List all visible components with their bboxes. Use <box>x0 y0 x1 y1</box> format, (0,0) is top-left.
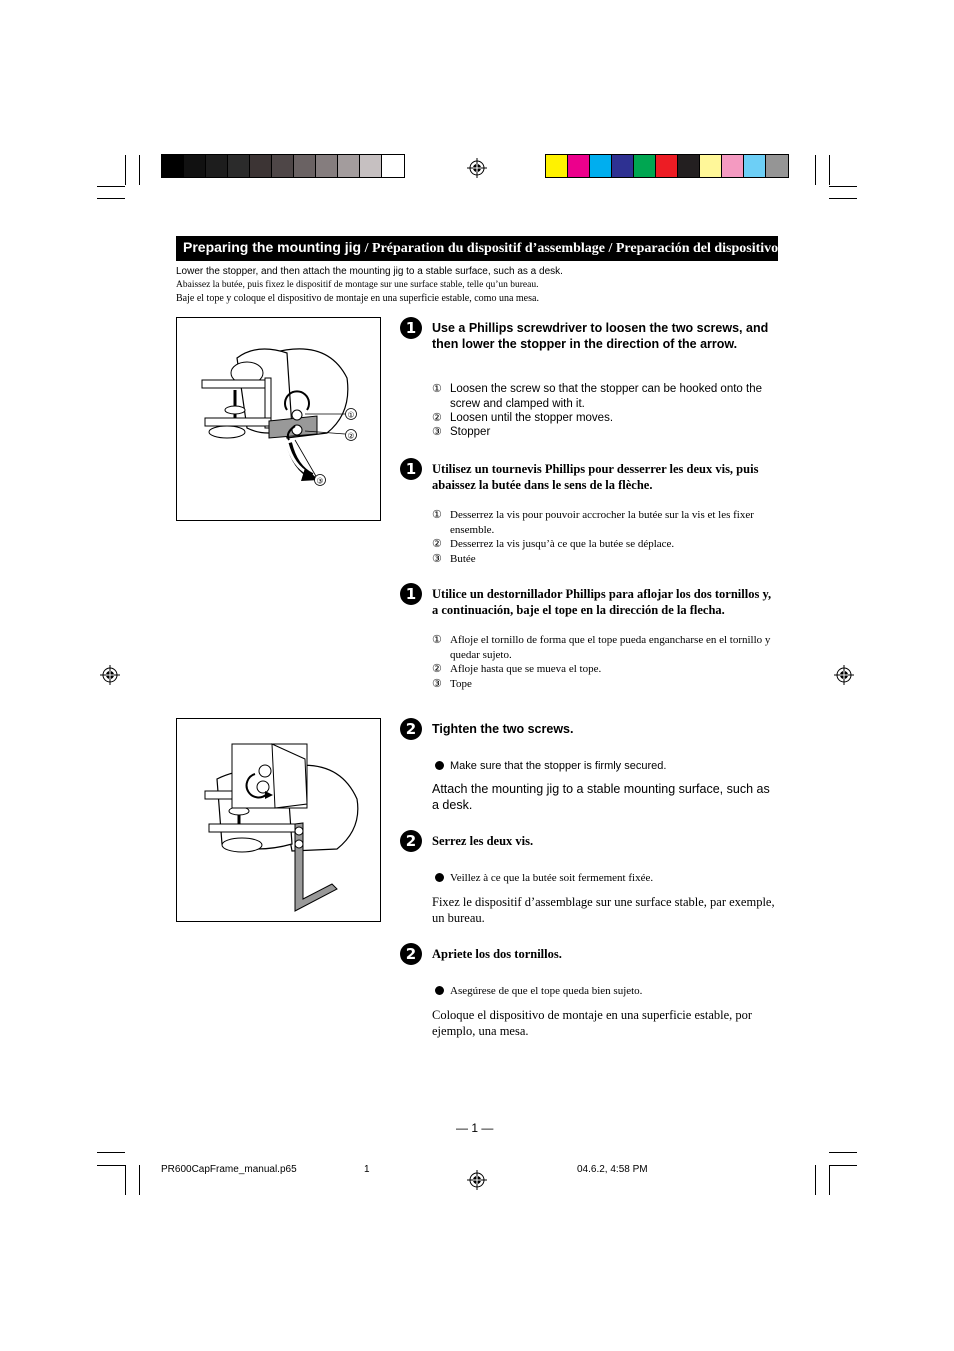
footer-filename: PR600CapFrame_manual.p65 <box>161 1164 297 1175</box>
crop-mark <box>97 186 125 187</box>
step-number-icon: 1 <box>400 458 422 480</box>
step1-fr-item: ② Desserrez la vis jusqu’à ce que la butée se déplace. <box>432 538 675 550</box>
crop-mark <box>125 155 126 185</box>
step1-es-item: ② Afloje hasta que se mueva el tope. <box>432 663 602 675</box>
step2-en-paragraph: Attach the mounting jig to a stable mounting surface, such as a desk. <box>432 782 770 812</box>
step-number-icon: 2 <box>400 943 422 965</box>
bullet-icon <box>435 873 444 882</box>
crop-mark <box>815 155 816 185</box>
color-swatch <box>568 155 590 177</box>
registration-mark-icon <box>834 665 854 685</box>
step2-title-es: Apriete los dos tornillos. <box>432 947 562 961</box>
registration-mark-icon <box>467 1170 487 1190</box>
bullet-icon <box>435 986 444 995</box>
step2-fr-paragraph: Fixez le dispositif d’assemblage sur une surface stable, par exemple, un bureau. <box>432 895 775 925</box>
color-swatch <box>272 155 294 177</box>
crop-mark <box>829 1165 830 1195</box>
callout-2: ② <box>347 431 355 441</box>
color-swatch <box>228 155 250 177</box>
mounting-jig-illustration <box>177 318 380 520</box>
step-number-icon: 1 <box>400 583 422 605</box>
color-swatch <box>294 155 316 177</box>
step2-es-bullet: Asegúrese de que el tope queda bien sujeto. <box>432 985 642 997</box>
crop-mark <box>139 1165 140 1195</box>
color-swatch <box>250 155 272 177</box>
crop-mark <box>829 186 857 187</box>
color-swatch <box>546 155 568 177</box>
step1-es-item: ③ Tope <box>432 678 472 690</box>
color-swatch <box>700 155 722 177</box>
registration-mark-icon <box>467 158 487 178</box>
color-swatch <box>612 155 634 177</box>
intro-es: Baje el tope y coloque el dispositivo de montaje en una superficie estable, como una mesa. <box>176 293 539 304</box>
step2-en-bullet: Make sure that the stopper is firmly secured. <box>432 760 666 772</box>
crop-mark <box>97 1165 125 1166</box>
crop-mark <box>829 1165 857 1166</box>
color-swatch <box>656 155 678 177</box>
color-swatch <box>722 155 744 177</box>
footer-timestamp: 04.6.2, 4:58 PM <box>577 1164 648 1175</box>
color-swatch <box>766 155 788 177</box>
step1-en-item: ① Loosen the screw so that the stopper can be hooked onto the screw and clamped with it. <box>432 383 762 410</box>
step-number-icon: 1 <box>400 317 422 339</box>
color-swatch <box>206 155 228 177</box>
crop-mark <box>829 198 857 199</box>
step2-title-fr: Serrez les deux vis. <box>432 834 534 848</box>
step-number-icon: 2 <box>400 718 422 740</box>
color-swatch <box>360 155 382 177</box>
mounting-jig-installed-illustration <box>177 719 380 921</box>
step-number-icon: 2 <box>400 830 422 852</box>
color-swatch <box>316 155 338 177</box>
callout-3: ③ <box>316 476 324 486</box>
grayscale-color-bar <box>161 154 405 178</box>
step1-en-item: ② Loosen until the stopper moves. <box>432 412 614 424</box>
color-swatch <box>634 155 656 177</box>
crop-mark <box>139 155 140 185</box>
step1-fr-item: ③ Butée <box>432 553 476 565</box>
crop-mark <box>125 1165 126 1195</box>
callout-1: ① <box>347 410 355 420</box>
bullet-icon <box>435 761 444 770</box>
crop-mark <box>829 1152 857 1153</box>
step1-title-fr: Utilisez un tournevis Phillips pour desserrer les deux vis, puis abaissez la butée dans le sens de la flèche. <box>432 462 759 492</box>
step1-title-es: Utilice un destornillador Phillips para aflojar los dos tornillos y, a continuación, baje el tope en la dirección de la flecha. <box>432 587 772 617</box>
step1-es-item: ① Afloje el tornillo de forma que el tope pueda engancharse en el tornillo y quedar sujeto. <box>432 634 771 661</box>
intro-en: Lower the stopper, and then attach the mounting jig to a stable surface, such as a desk. <box>176 266 563 277</box>
color-swatch <box>590 155 612 177</box>
step1-fr-item: ① Desserrez la vis pour pouvoir accrocher la butée sur la vis et les fixer ensemble. <box>432 509 754 536</box>
crop-mark <box>97 198 125 199</box>
crop-mark <box>829 155 830 185</box>
step2-title-en: Tighten the two screws. <box>432 722 574 736</box>
color-swatch <box>678 155 700 177</box>
crop-mark <box>815 1165 816 1195</box>
step2-fr-bullet: Veillez à ce que la butée soit fermement fixée. <box>432 872 653 884</box>
process-color-bar <box>545 154 789 178</box>
registration-mark-icon <box>100 665 120 685</box>
section-title-en: Preparing the mounting jig <box>183 239 362 255</box>
color-swatch <box>338 155 360 177</box>
color-swatch <box>162 155 184 177</box>
color-swatch <box>184 155 206 177</box>
intro-fr: Abaissez la butée, puis fixez le dispositif de montage sur une surface stable, telle qu’un bureau. <box>176 280 539 290</box>
step2-es-paragraph: Coloque el dispositivo de montaje en una superficie estable, por ejemplo, una mesa. <box>432 1008 753 1038</box>
figure-step2 <box>176 718 381 922</box>
page-number: — 1 — <box>456 1121 494 1135</box>
color-swatch <box>744 155 766 177</box>
color-swatch <box>382 155 404 177</box>
footer-page: 1 <box>364 1164 370 1175</box>
step1-title-en: Use a Phillips screwdriver to loosen the two screws, and then lower the stopper in the direction of the arrow. <box>432 321 769 351</box>
crop-mark <box>97 1152 125 1153</box>
section-title <box>176 236 849 261</box>
step1-en-item: ③ Stopper <box>432 426 491 438</box>
section-title-fr-es: / Préparation du dispositif d’assemblage / Preparación del dispositivo de montaje <box>361 241 849 256</box>
figure-step1 <box>176 317 381 521</box>
